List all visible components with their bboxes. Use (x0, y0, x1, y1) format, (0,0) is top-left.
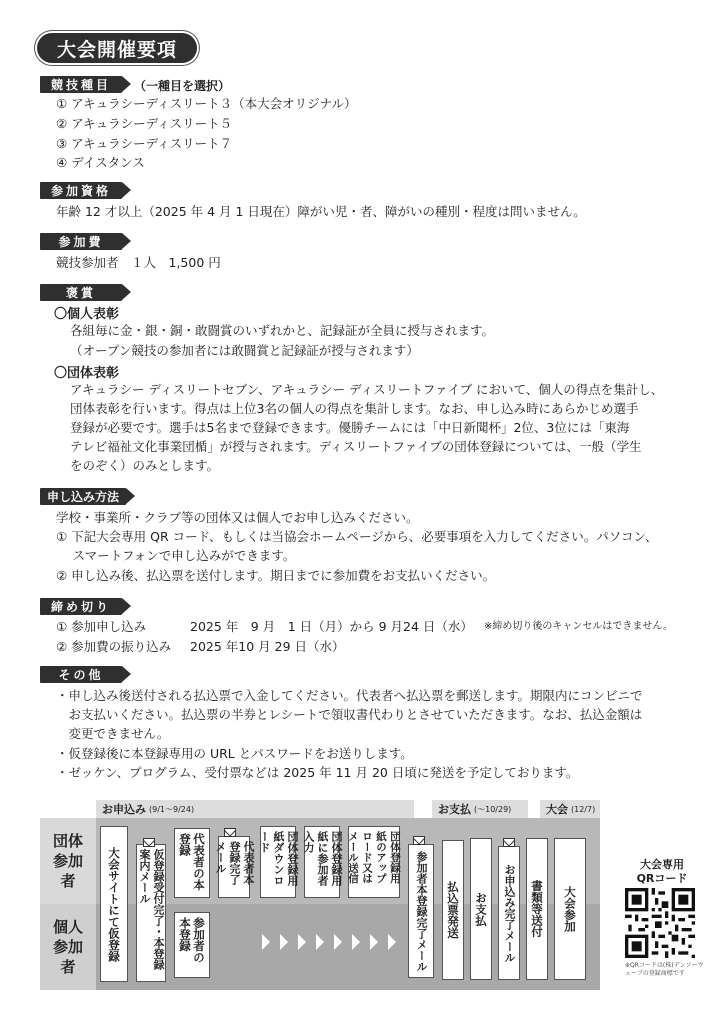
other-line: ・仮登録後に本登録専用の URL とパスワードをお送りします。 (56, 746, 413, 761)
flow-step-notice: 仮登録受付完了・本登録案内メール (136, 844, 166, 982)
flow-step-docs: 書類等送付 (526, 838, 548, 980)
deadline-row2-value: 2025 年10 月 29 日（水） (190, 639, 345, 654)
flow-arrow (388, 934, 396, 950)
other-line: 変更できません。 (56, 726, 170, 741)
awards-individual-title: 〇個人表彰 (54, 307, 120, 322)
apply-line: ① 下記大会専用 QR コード、もしくは当協会ホームページから、必要事項を入力してください。パソコン、 (56, 529, 658, 544)
flow-arrow (280, 934, 288, 950)
eligibility-text: 年齢 12 才以上（2025 年 4 月 1 日現在）障がい児・者、障がいの種別・程度は問いません。 (56, 204, 586, 219)
apply-line: スマートフォンで申し込みができます。 (56, 548, 296, 563)
mail-icon (224, 828, 236, 837)
section-head-eligibility: 参加資格 (40, 182, 122, 199)
awards-team-title: 〇団体表彰 (54, 366, 120, 381)
flow-arrow (298, 934, 306, 950)
flow-step-fill: 団体登録用紙に参加者入力 (304, 826, 340, 898)
flow-step-apply-done: お申込み完了メール (498, 846, 520, 980)
flow-arrow (352, 934, 360, 950)
awards-individual-line: （オープン競技の参加者には敢闘賞と記録証が授与されます） (70, 343, 419, 358)
awards-individual-line: 各組毎に金・銀・銅・敢闘賞のいずれかと、記録証が全員に授与されます。 (70, 323, 495, 338)
flow-row-individual: 個人参加者 (40, 904, 96, 990)
event-item: ③ アキュラシーディスリート７ (56, 136, 233, 151)
qr-trademark-note: ※QRコードは(株)デンソーウェーブの登録商標です (625, 962, 704, 977)
flow-step-rep-register: 代表者の本登録 (174, 828, 210, 898)
flow-chart (40, 818, 600, 990)
stage-sub: (～10/29) (474, 804, 512, 814)
section-head-apply: 申し込み方法 (40, 488, 126, 505)
awards-team-line: テレビ福祉文化事業団楯」が授与されます。ディスリートファイブの団体登録については、一般（学生 (70, 439, 642, 454)
flow-arrow (370, 934, 378, 950)
stage-sub: (9/1～9/24) (149, 804, 195, 814)
other-line: ・ゼッケン、プログラム、受付票などは 2025 年 11 月 20 日頃に発送を予定しております。 (56, 765, 579, 780)
flow-arrow (316, 934, 324, 950)
flow-step-event: 大会参加 (554, 838, 586, 980)
flow-stage-event (540, 800, 600, 818)
flow-arrow (262, 934, 270, 950)
section-head-fee: 参加費 (40, 233, 122, 250)
stage-label: 大会 (546, 803, 568, 816)
flow-step-upload: 団体登録用紙のアップロード又はメール送信 (348, 826, 400, 898)
flow-stage-apply (96, 800, 414, 818)
apply-line: 学校・事業所・クラブ等の団体又は個人でお申し込みください。 (56, 510, 419, 525)
events-note: （一種目を選択） (134, 79, 231, 93)
event-item: ① アキュラシーディスリート３（本大会オリジナル） (56, 96, 357, 111)
flow-arrow (334, 934, 342, 950)
flow-step-reg-done: 参加者本登録完了メール (408, 844, 434, 978)
qr-title: 大会専用 QRコード (636, 858, 688, 885)
qr-code-icon[interactable] (625, 888, 695, 958)
flow-step-download: 団体登録用紙ダウンロード (260, 826, 296, 898)
stage-label: お支払 (438, 803, 471, 816)
flow-step-pay: お支払 (470, 838, 492, 980)
deadline-row1-value: 2025 年 9 月 1 日（月）から 9 月24 日（水） (190, 619, 473, 634)
other-line: ・申し込み後送付される払込票で入金してください。代表者へ払込票を郵送します。期限内にコンビニで (56, 688, 643, 703)
section-head-other: その他 (40, 666, 122, 683)
deadline-row1-note: ※締め切り後のキャンセルはできません。 (484, 621, 673, 632)
fee-text: 競技参加者 １人 1,500 円 (56, 255, 221, 270)
section-head-awards: 褒賞 (40, 284, 122, 301)
awards-team-line: 登録が必要です。選手は5名まで登録できます。優勝チームには「中日新聞杯」2位、3位には「東海 (70, 420, 630, 435)
flow-row-team: 団体参加者 (40, 818, 96, 904)
flow-step-payslip: 払込票発送 (442, 840, 464, 980)
deadline-row2-label: ② 参加費の振り込み (56, 639, 172, 654)
stage-sub: (12/7) (571, 804, 596, 814)
mail-icon (143, 838, 155, 847)
flow-stage-pay (432, 800, 528, 818)
flow-step-ind-register: 参加者の本登録 (174, 912, 210, 978)
event-item: ② アキュラシーディスリート５ (56, 116, 233, 131)
flow-step-rep-done: 代表者本登録完了メール (218, 836, 250, 898)
awards-team-line: をのぞく）のみとします。 (70, 458, 220, 473)
section-head-events: 競技種目 (40, 76, 122, 93)
mail-icon (503, 838, 515, 847)
event-item: ④ デイスタンス (56, 155, 145, 170)
section-head-deadline: 締め切り (40, 598, 122, 615)
other-line: お支払いください。払込票の半券とレシートで領収書代わりとさせていただきます。なお、払込金額は (56, 707, 643, 722)
awards-team-line: 団体表彰を行います。得点は上位3名の個人の得点を集計します。なお、申し込み時にあらかじめ選手 (70, 401, 639, 416)
stage-label: お申込み (102, 803, 146, 816)
flow-step-pre-register: 大会サイトにて仮登録 (100, 826, 128, 982)
mail-icon (413, 836, 425, 845)
page-title: 大会開催要項 (37, 33, 197, 63)
awards-team-line: アキュラシー ディスリートセブン、アキュラシー ディスリートファイブ において、個人の得点を集計し、 (70, 382, 664, 397)
deadline-row1-label: ① 参加申し込み (56, 619, 147, 634)
apply-line: ② 申し込み後、払込票を送付します。期日までに参加費をお支払いください。 (56, 568, 496, 583)
